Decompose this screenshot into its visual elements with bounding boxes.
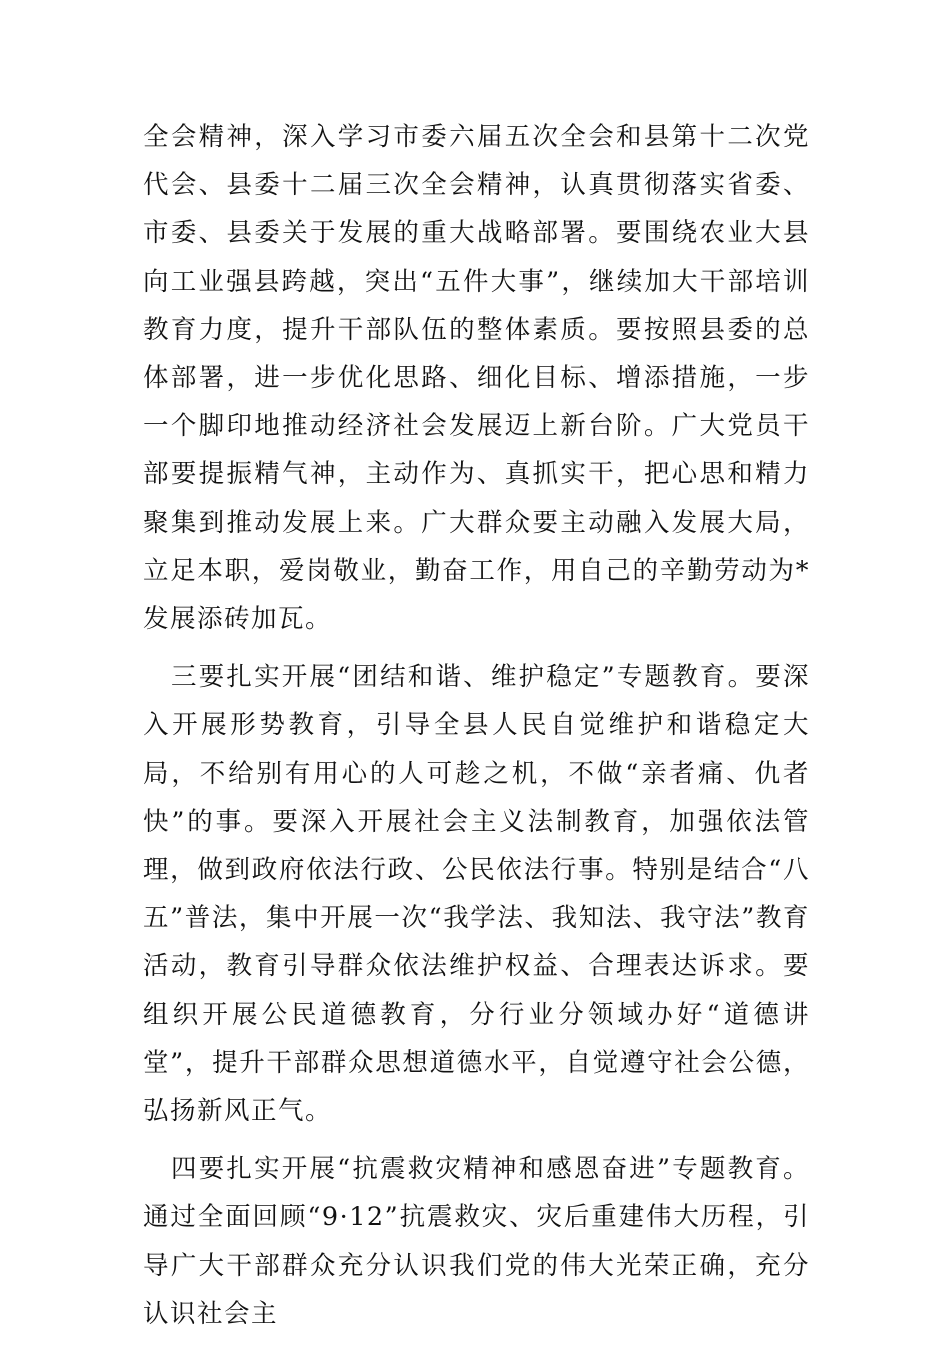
paragraph-continuation: 全会精神，深入学习市委六届五次全会和县第十二次党代会、县委十二届三次全会精神，认真贯彻落实省委、市委、县委关于发展的重大战略部署。要围绕农业大县向工业强县跨越，突出“五件大事”，继续加大干部培训教育力度，提升干部队伍的整体素质。要按照县委的总体部署，进一步优化思路、细化目标、增添措施，一步一个脚印地推动经济社会发展迈上新台阶。广大党员干部要提振精气神，主动作为、真抓实干，把心思和精力聚集到推动发展上来。广大群众要主动融入发展大局，立足本职，爱岗敬业，勤奋工作，用自己的辛勤劳动为*发展添砖加瓦。 bbox=[143, 122, 810, 635]
paragraph-unity-stability-education: 三要扎实开展“团结和谐、维护稳定”专题教育。要深入开展形势教育，引导全县人民自觉维护和谐稳定大局，不给别有用心的人可趁之机，不做“亲者痛、仇者快”的事。要深入开展社会主义法制教育，加强依法管理，做到政府依法行政、公民依法行事。特别是结合“八五”普法，集中开展一次“我学法、我知法、我守法”教育活动，教育引导群众依法维护权益、合理表达诉求。要组织开展公民道德教育，分行业分领域办好“道德讲堂”，提升干部群众思想道德水平，自觉遵守社会公德，弘扬新风正气。 bbox=[143, 662, 810, 1127]
paragraph-earthquake-relief-education: 四要扎实开展“抗震救灾精神和感恩奋进”专题教育。通过全面回顾“9·12”抗震救灾、灾后重建伟大历程，引导广大干部群众充分认识我们党的伟大光荣正确，充分认识社会主 bbox=[143, 1154, 810, 1329]
document-body bbox=[143, 113, 810, 1348]
